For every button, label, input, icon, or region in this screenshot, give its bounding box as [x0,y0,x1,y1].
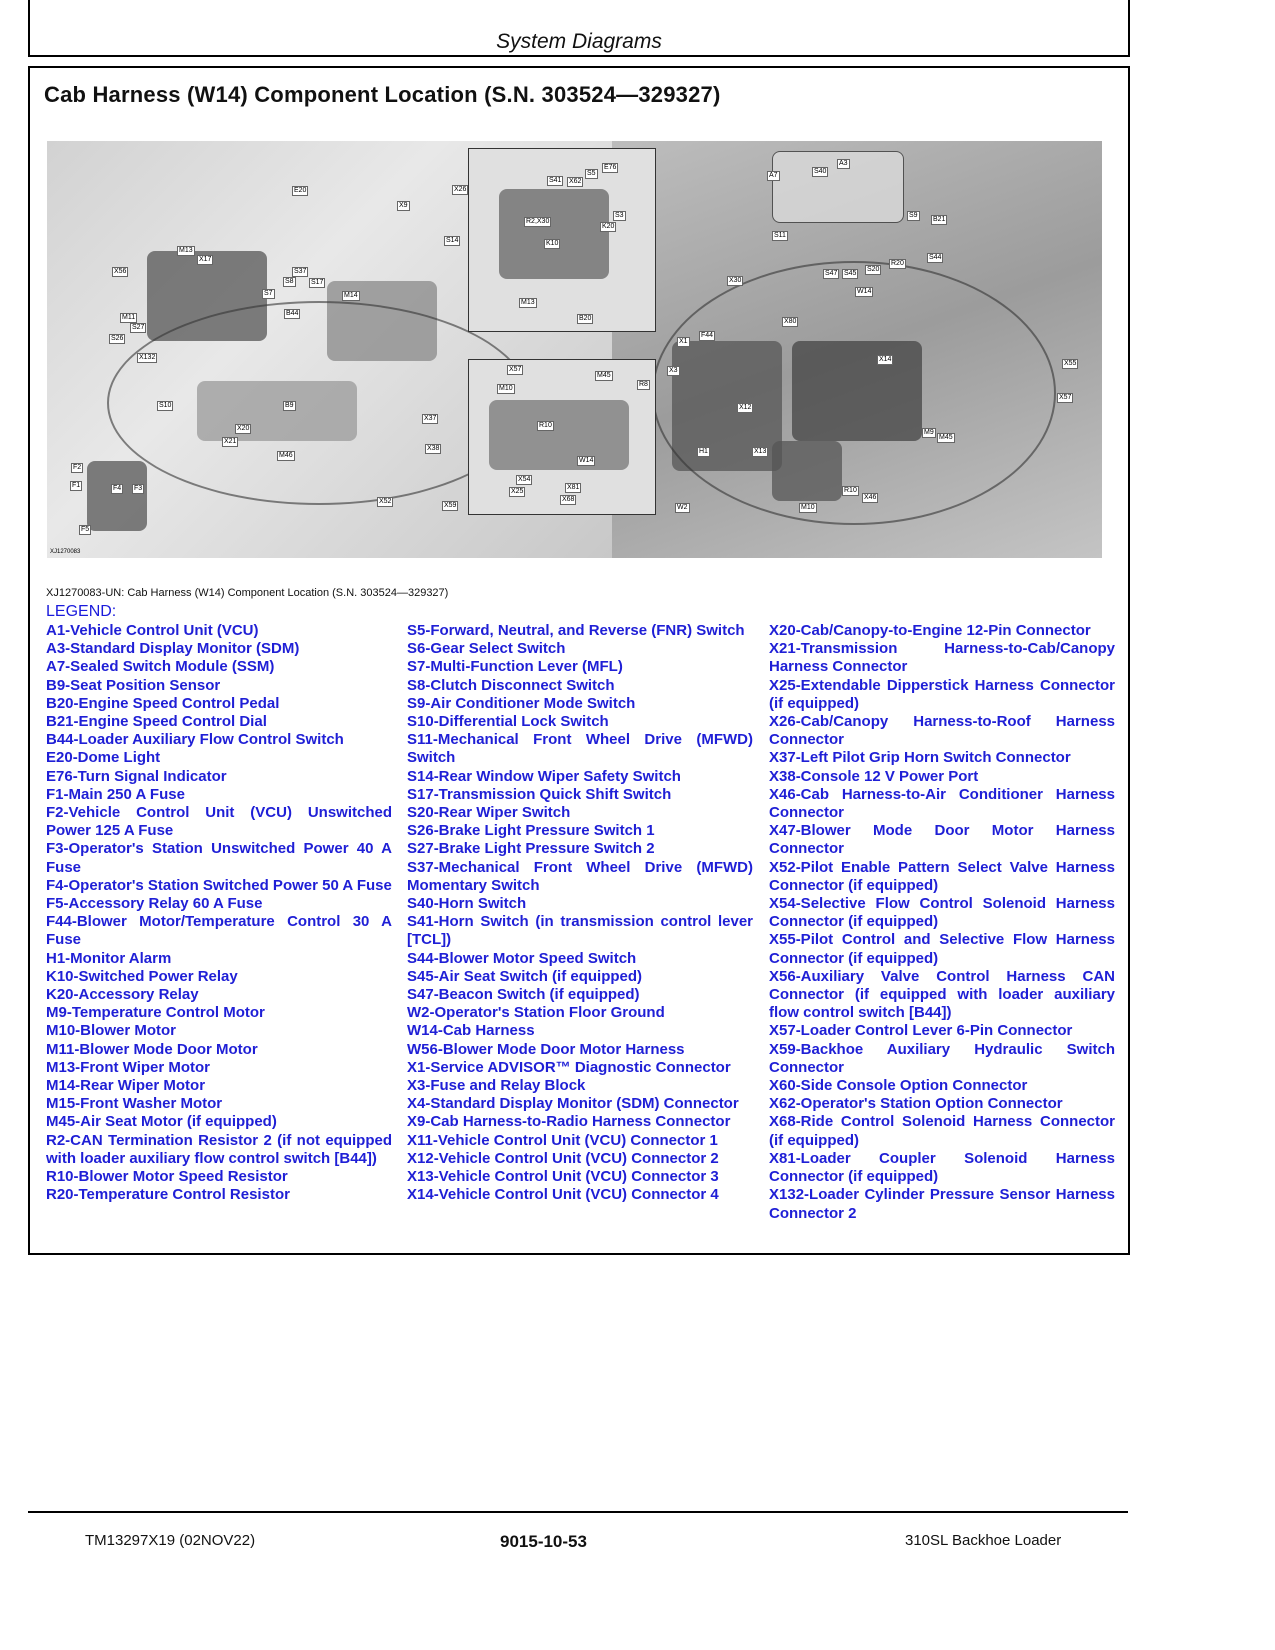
legend-item: W14-Cab Harness [407,1022,535,1040]
callout: S41 [549,177,562,184]
legend-item: X11-Vehicle Control Unit (VCU) Connector 1 [407,1131,718,1149]
callout: W2 [677,504,688,511]
callout: X68 [562,496,575,503]
callout: S20 [867,266,880,273]
legend-item: X62-Operator's Station Option Connector [769,1095,1063,1113]
callout: X17 [199,256,212,263]
callout: M10 [801,504,815,511]
callout: B9 [285,402,294,409]
callout: M11 [122,314,136,321]
callout: X62 [569,178,582,185]
component-location-figure [47,141,1102,558]
legend-item: K10-Switched Power Relay [46,967,238,985]
inset-bottom-detail [468,359,656,515]
legend-item: B21-Engine Speed Control Dial [46,713,267,731]
legend-item: X59-Backhoe Auxiliary Hydraulic Switch Connector [769,1040,1115,1076]
callout: X21 [224,438,237,445]
legend-item: W56-Blower Mode Door Motor Harness [407,1040,685,1058]
callout: R8 [639,381,648,388]
legend-item: X21-Transmission Harness-to-Cab/Canopy Harness Connector [769,640,1115,676]
callout: S45 [844,270,857,277]
legend-item: X54-Selective Flow Control Solenoid Harness Connector (if equipped) [769,895,1115,931]
callout: X38 [427,445,440,452]
content-box [28,66,1130,1255]
legend-item: K20-Accessory Relay [46,986,199,1004]
legend-item: A3-Standard Display Monitor (SDM) [46,640,300,658]
callout: M10 [499,385,513,392]
legend-item: X81-Loader Coupler Solenoid Harness Connector (if equipped) [769,1149,1115,1186]
callout: B44 [286,310,299,317]
legend-item: B20-Engine Speed Control Pedal [46,694,280,712]
callout: S8 [285,278,294,285]
callout: F1 [72,482,81,489]
legend-item: X57-Loader Control Lever 6-Pin Connector [769,1022,1073,1040]
callout: E76 [604,164,617,171]
legend-item: M14-Rear Wiper Motor [46,1077,206,1095]
callout: M13 [179,247,193,254]
callout: S7 [264,290,273,297]
legend-item: S40-Horn Switch [407,895,527,913]
legend-item: E76-Turn Signal Indicator [46,767,227,785]
callout: F4 [113,485,122,492]
callout: X57 [1059,394,1072,401]
legend-item: X14-Vehicle Control Unit (VCU) Connector 4 [407,1186,719,1204]
callout: S9 [909,212,918,219]
callout: S17 [311,279,324,286]
legend-item: X26-Cab/Canopy Harness-to-Roof Harness Connector [769,713,1115,749]
legend-item: R10-Blower Motor Speed Resistor [46,1168,288,1186]
legend-item: X132-Loader Cylinder Pressure Sensor Harness Connector 2 [769,1186,1115,1222]
callout: X20 [237,425,250,432]
legend-item: F4-Operator's Station Switched Power 50 A Fuse [46,876,392,894]
legend-item: M13-Front Wiper Motor [46,1058,211,1076]
legend-item: A1-Vehicle Control Unit (VCU) [46,622,259,639]
legend-item: H1-Monitor Alarm [46,949,172,967]
legend-item: X47-Blower Mode Door Motor Harness Connector [769,822,1115,858]
figure-id: XJ1270083 [50,549,81,555]
callout: X57 [509,366,522,373]
legend-item: X60-Side Console Option Connector [769,1077,1028,1095]
callout: S5 [587,170,596,177]
legend-item: B9-Seat Position Sensor [46,676,221,694]
callout: M46 [279,452,293,459]
footer-page-number: 9015-10-53 [500,1532,587,1551]
legend-item: M11-Blower Mode Door Motor [46,1040,258,1058]
legend-item: M9-Temperature Control Motor [46,1004,265,1022]
legend-item: S41-Horn Switch (in transmission control lever [TCL]) [407,913,753,949]
page-title: Cab Harness (W14) Component Location (S.N. 303524—329327) [44,82,721,107]
legend-item: X38-Console 12 V Power Port [769,767,979,785]
callout: M14 [344,292,358,299]
legend-column-2 [407,622,753,1205]
legend-item: S45-Air Seat Switch (if equipped) [407,967,643,985]
footer-model: 310SL Backhoe Loader [905,1532,1062,1549]
footer-doc-id: TM13297X19 (02NOV22) [85,1532,256,1549]
callout: X46 [864,494,877,501]
legend-item: X37-Left Pilot Grip Horn Switch Connector [769,749,1071,767]
callout: S26 [111,335,124,342]
callout: S14 [446,237,459,244]
callout: R2,X30 [526,218,550,225]
legend-item: S47-Beacon Switch (if equipped) [407,986,640,1004]
figure-caption: XJ1270083-UN: Cab Harness (W14) Component Location (S.N. 303524—329327) [46,587,449,599]
callout: X9 [399,202,408,209]
legend-item: R2-CAN Termination Resistor 2 (if not equipped with loader auxiliary flow control switch [B44]) [46,1131,392,1167]
legend-item: B44-Loader Auxiliary Flow Control Switch [46,731,344,749]
callout: M13 [521,299,535,306]
legend-item: A7-Sealed Switch Module (SSM) [46,658,275,676]
callout: M9 [924,429,934,436]
callout: F3 [134,485,143,492]
legend-item: S20-Rear Wiper Switch [407,804,571,822]
legend-item: X3-Fuse and Relay Block [407,1077,586,1095]
callout: X26 [454,186,467,193]
legend-item: M15-Front Washer Motor [46,1095,223,1113]
legend-column-1 [46,622,392,1205]
callout: K20 [602,223,615,230]
legend-item: X56-Auxiliary Valve Control Harness CAN Connector (if equipped with loader auxiliary flow control switch [B44]) [769,967,1115,1022]
callout: B20 [579,315,592,322]
legend-item: E20-Dome Light [46,749,161,767]
callout: S11 [774,232,786,239]
legend-item: W2-Operator's Station Floor Ground [407,1004,665,1022]
callout: X12 [739,404,752,411]
callout: S27 [132,324,145,331]
callout: X25 [511,488,524,495]
callout: R10 [539,422,552,429]
callout: B21 [933,216,946,223]
legend-item: S9-Air Conditioner Mode Switch [407,694,636,712]
callout: H1 [699,448,708,455]
legend-item: F2-Vehicle Control Unit (VCU) Unswitched Power 125 A Fuse [46,804,392,840]
legend-item: X12-Vehicle Control Unit (VCU) Connector 2 [407,1149,719,1167]
legend-item: F44-Blower Motor/Temperature Control 30 A Fuse [46,913,392,949]
legend-item: X25-Extendable Dipperstick Harness Connector (if equipped) [769,676,1115,712]
callout: S10 [159,402,172,409]
callout: X55 [1064,360,1077,367]
callout: S3 [615,212,624,219]
callout: E20 [294,187,307,194]
header-box [28,0,1130,57]
legend-item: S17-Transmission Quick Shift Switch [407,785,672,803]
legend-item: X52-Pilot Enable Pattern Select Valve Harness Connector (if equipped) [769,858,1115,894]
callout: M45 [597,372,611,379]
legend-column-3 [769,622,1115,1223]
legend-item: S37-Mechanical Front Wheel Drive (MFWD) Momentary Switch [407,858,753,894]
callout: X52 [379,498,392,505]
callout: F2 [73,464,82,471]
legend-item: X20-Cab/Canopy-to-Engine 12-Pin Connector [769,622,1091,639]
callout: X3 [669,367,678,374]
legend-item: F3-Operator's Station Unswitched Power 40 A Fuse [46,840,392,876]
callout: X54 [518,476,531,483]
legend-heading: LEGEND: [46,603,117,620]
callout: R10 [844,487,857,494]
callout: X1 [679,338,688,345]
callout: A3 [839,160,848,167]
callout: R20 [891,260,904,267]
callout: S44 [929,254,942,261]
legend-item: F5-Accessory Relay 60 A Fuse [46,895,263,913]
callout: X30 [729,277,742,284]
callout: X132 [139,354,156,361]
footer-divider [28,1511,1128,1513]
legend-item: S14-Rear Window Wiper Safety Switch [407,767,681,785]
legend-item: X46-Cab Harness-to-Air Conditioner Harness Connector [769,785,1115,822]
callout: F5 [81,526,90,533]
legend-item: S11-Mechanical Front Wheel Drive (MFWD) Switch [407,731,753,767]
callout: X56 [114,268,127,275]
legend-item: X13-Vehicle Control Unit (VCU) Connector 3 [407,1168,719,1186]
callout: S47 [825,270,838,277]
legend-item: F1-Main 250 A Fuse [46,785,185,803]
legend-item: S5-Forward, Neutral, and Reverse (FNR) Switch [407,622,745,639]
callout: W14 [579,457,594,464]
callout: A7 [769,172,778,179]
legend-item: S26-Brake Light Pressure Switch 1 [407,822,655,840]
legend-item: X9-Cab Harness-to-Radio Harness Connector [407,1113,731,1131]
legend-item: S10-Differential Lock Switch [407,713,609,731]
legend-item: S8-Clutch Disconnect Switch [407,676,615,694]
callout: M45 [939,434,953,441]
callout: S40 [814,168,827,175]
callout: X80 [784,318,797,325]
legend-item: X4-Standard Display Monitor (SDM) Connector [407,1095,739,1113]
section-header: System Diagrams [496,30,662,53]
callout: X81 [567,484,580,491]
legend-item: R20-Temperature Control Resistor [46,1186,290,1204]
legend-item: X55-Pilot Control and Selective Flow Harness Connector (if equipped) [769,931,1115,967]
callout: X14 [879,356,892,363]
legend-item: S6-Gear Select Switch [407,640,566,658]
callout: X37 [424,415,437,422]
callout: F44 [701,332,714,339]
legend-item: S44-Blower Motor Speed Switch [407,949,637,967]
legend-item: M45-Air Seat Motor (if equipped) [46,1113,277,1131]
legend-item: X68-Ride Control Solenoid Harness Connector (if equipped) [769,1113,1115,1149]
legend-item: S27-Brake Light Pressure Switch 2 [407,840,655,858]
legend-item: S7-Multi-Function Lever (MFL) [407,658,623,676]
callout: S37 [294,268,307,275]
callout: K10 [546,240,559,247]
callout: X59 [444,502,457,509]
callout: W14 [857,288,872,295]
callout: X13 [754,448,767,455]
legend-item: M10-Blower Motor [46,1022,177,1040]
legend-item: X1-Service ADVISOR™ Diagnostic Connector [407,1058,731,1076]
